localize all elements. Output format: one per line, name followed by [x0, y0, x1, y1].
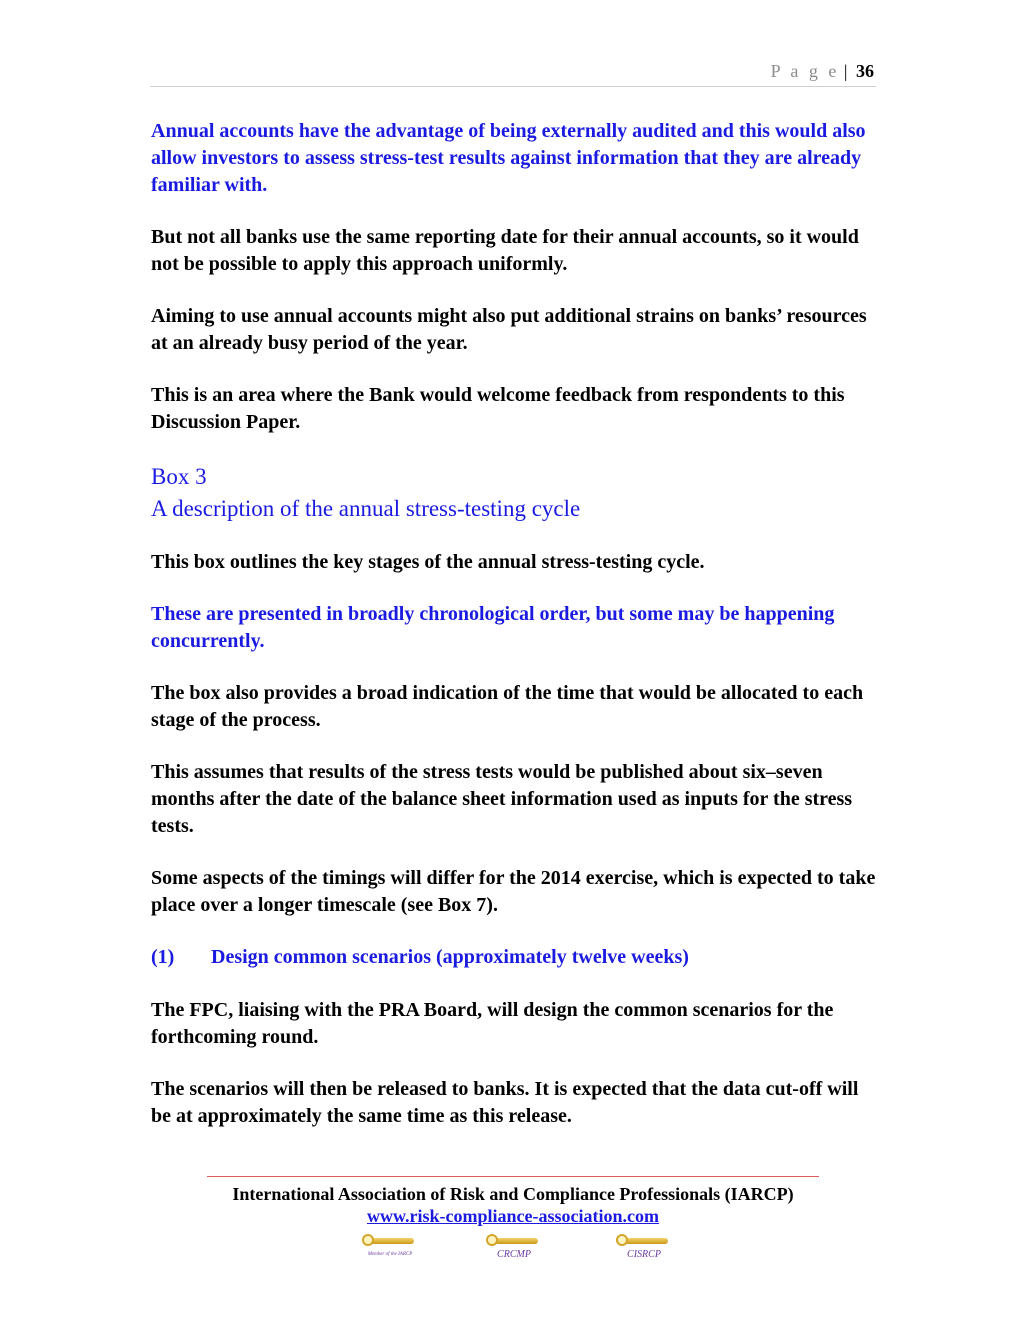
logo-caption-member: Member of the IARCP: [367, 1252, 413, 1257]
paragraph-feedback: This is an area where the Bank would welcome feedback from respondents to this Discussion Paper.: [151, 384, 845, 433]
paragraph-scenario-release: The scenarios will then be released to banks. It is expected that the data cut-off will be at approximately the same time as this release.: [151, 1078, 859, 1127]
footer-divider: [207, 1176, 819, 1177]
logo-caption-cisrcp: CISRCP: [627, 1249, 661, 1260]
stage-1-number: (1): [151, 946, 175, 968]
footer-organization: International Association of Risk and Compliance Professionals (IARCP): [232, 1184, 794, 1204]
box-label: Box 3: [151, 464, 207, 489]
key-logo-icon: [486, 1233, 542, 1263]
page-number-value: 36: [856, 61, 874, 81]
box-title: A description of the annual stress-testing cycle: [151, 496, 581, 521]
footer-logos: [150, 1233, 876, 1273]
key-logo-icon: [616, 1233, 672, 1263]
paragraph-publication-timing: This assumes that results of the stress tests would be published about six–seven months after the date of the balance sheet information used as inputs for the stress tests.: [151, 761, 853, 837]
paragraph-box-outline: This box outlines the key stages of the annual stress-testing cycle.: [151, 551, 705, 573]
page-footer: [150, 1176, 876, 1273]
key-logo-icon: [362, 1233, 418, 1263]
paragraph-2014-exercise: Some aspects of the timings will differ for the 2014 exercise, which is expected to take place over a longer timescale (see Box 7).: [151, 867, 876, 916]
footer-website-link[interactable]: www.risk-compliance-association.com: [367, 1206, 659, 1226]
stage-1-heading: [151, 944, 877, 971]
page-number: [771, 60, 874, 82]
page-header: [150, 60, 876, 87]
paragraph-annual-accounts: Annual accounts have the advantage of being externally audited and this would also allow investors to assess stress-test results against information that they are already familiar with.: [151, 120, 866, 196]
page-separator: |: [843, 61, 848, 81]
page-content: [151, 118, 877, 1155]
paragraph-strains: Aiming to use annual accounts might also put additional strains on banks’ resources at an already busy period of the year.: [151, 305, 867, 354]
page-label: P a g e: [770, 61, 840, 81]
logo-caption-crcmp: CRCMP: [497, 1249, 531, 1260]
stage-1-title: Design common scenarios (approximately twelve weeks): [211, 946, 689, 968]
paragraph-chronological: These are presented in broadly chronological order, but some may be happening concurrently.: [151, 603, 835, 652]
paragraph-fpc-design: The FPC, liaising with the PRA Board, will design the common scenarios for the forthcoming round.: [151, 999, 834, 1048]
paragraph-reporting-date: But not all banks use the same reporting date for their annual accounts, so it would not be possible to apply this approach uniformly.: [151, 226, 859, 275]
paragraph-time-indication: The box also provides a broad indication of the time that would be allocated to each stage of the process.: [151, 682, 864, 731]
box-heading: [151, 461, 877, 525]
